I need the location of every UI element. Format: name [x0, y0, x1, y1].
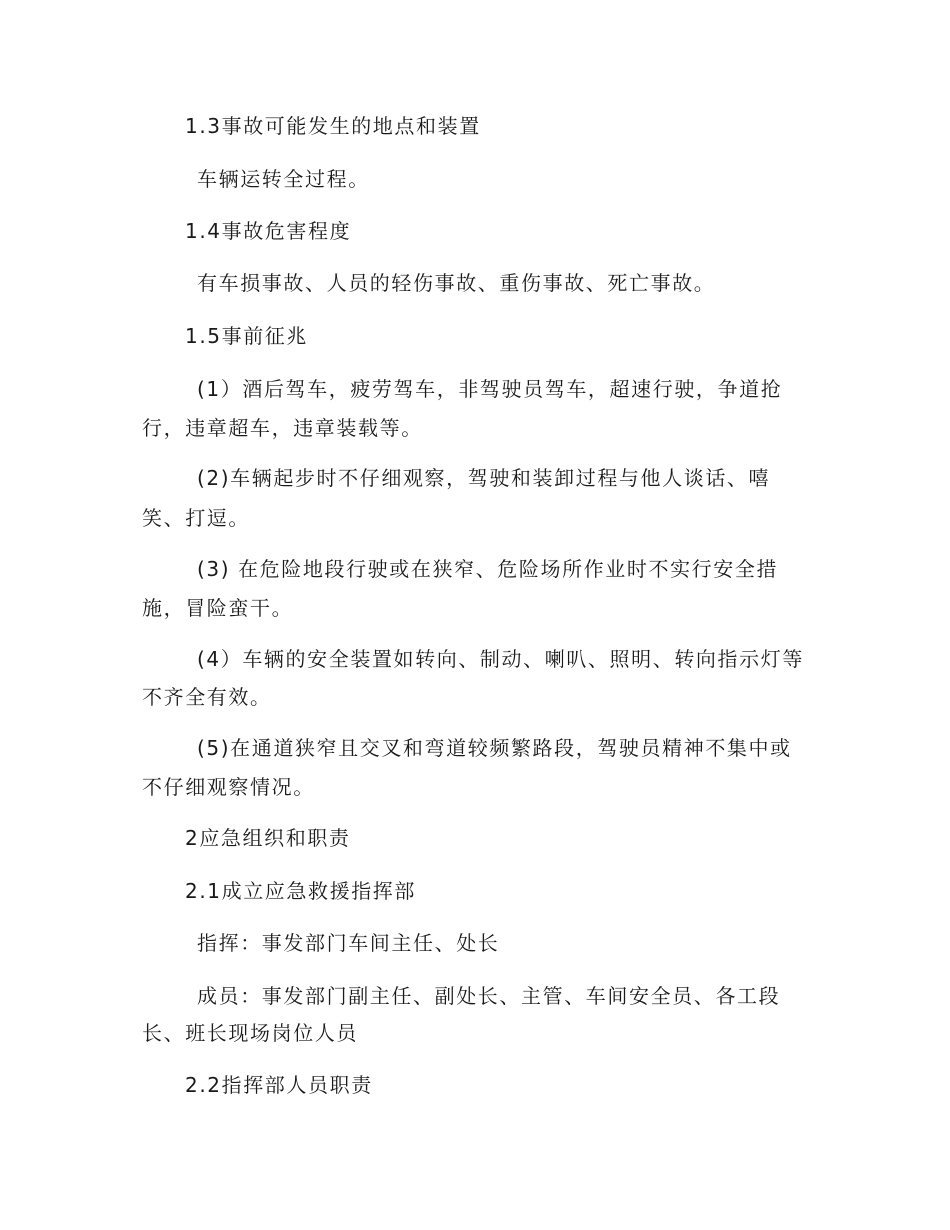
heading-1-3: 1.3事故可能发生的地点和装置	[185, 114, 481, 138]
heading-2-2: 2.2指挥部人员职责	[185, 1073, 373, 1097]
paragraph-line: 车辆运转全过程。	[197, 167, 370, 191]
paragraph-line: 不仔细观察情况。	[142, 775, 315, 799]
paragraph-line: 笑、打逗。	[142, 506, 250, 530]
paragraph-line: 施，冒险蛮干。	[142, 596, 294, 620]
heading-2-1: 2.1成立应急救援指挥部	[185, 879, 417, 903]
heading-1-4: 1.4事故危害程度	[185, 219, 352, 243]
heading-1-5: 1.5事前征兆	[185, 324, 309, 348]
paragraph-line: (5)在通道狭窄且交叉和弯道较频繁路段，驾驶员精神不集中或	[197, 736, 792, 760]
paragraph-line: 有车损事故、人员的轻伤事故、重伤事故、死亡事故。	[197, 271, 716, 295]
paragraph-line: 不齐全有效。	[142, 685, 272, 709]
paragraph-line: 指挥：事发部门车间主任、处长	[197, 931, 500, 955]
paragraph-line: 行，违章超车，违章装载等。	[142, 416, 423, 440]
paragraph-line: 长、班长现场岗位人员	[142, 1021, 358, 1045]
paragraph-line: (3) 在危险地段行驶或在狭窄、危险场所作业时不实行安全措	[197, 557, 779, 581]
heading-2: 2应急组织和职责	[185, 826, 351, 850]
paragraph-line: 成员：事发部门副主任、副处长、主管、车间安全员、各工段	[197, 984, 781, 1008]
paragraph-line: (4）车辆的安全装置如转向、制动、喇叭、照明、转向指示灯等	[197, 647, 804, 671]
paragraph-line: (1）酒后驾车，疲劳驾车，非驾驶员驾车，超速行驶，争道抢	[197, 377, 783, 401]
paragraph-line: (2)车辆起步时不仔细观察，驾驶和装卸过程与他人谈话、嘻	[197, 466, 771, 490]
